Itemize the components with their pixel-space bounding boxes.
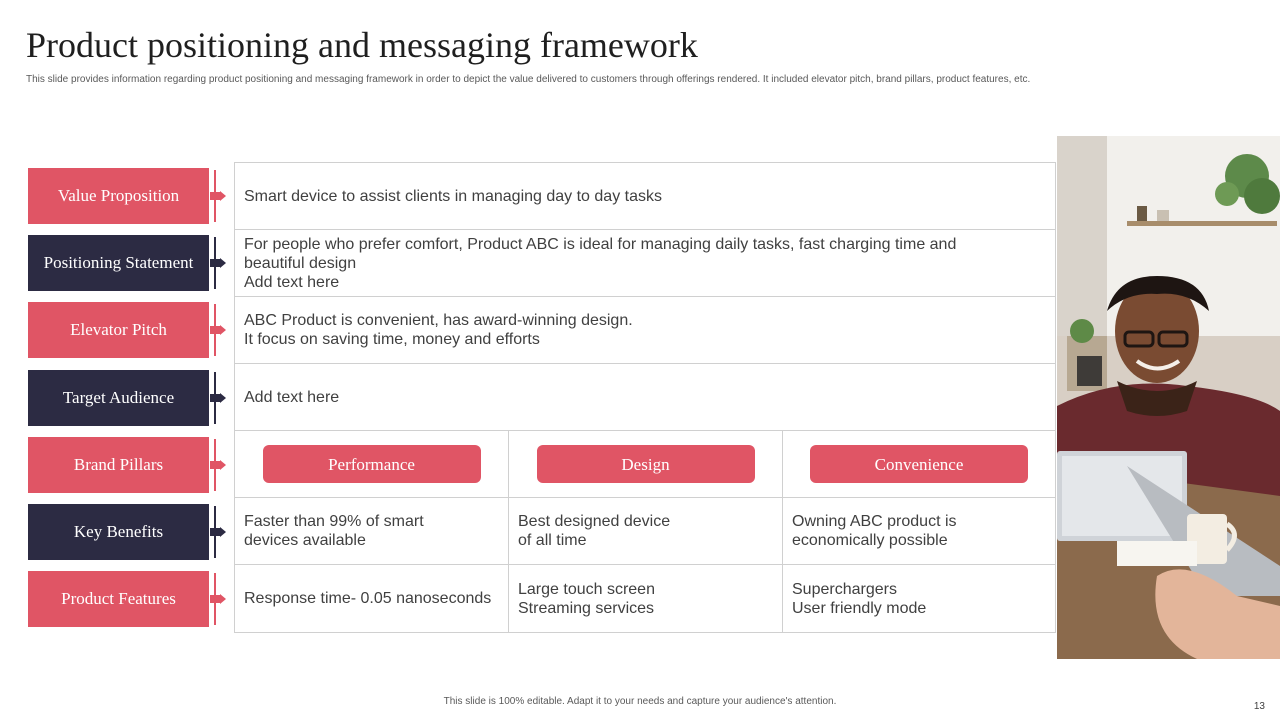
- man-with-laptop-photo: [1057, 136, 1280, 659]
- positioning-statement-text: For people who prefer comfort, Product ABC is ideal for managing daily tasks, fast charging time and beautiful design Add text here: [244, 235, 957, 291]
- label-target-audience: Target Audience: [28, 370, 209, 426]
- table-row: [235, 431, 1055, 498]
- connector-arrow-icon: [209, 437, 233, 493]
- table-row: [235, 297, 1055, 364]
- table-row: [235, 565, 1055, 632]
- framework-table: [234, 162, 1056, 633]
- label-key-benefits: Key Benefits: [28, 504, 209, 560]
- target-audience-text: Add text here: [244, 388, 340, 406]
- connector-arrow-icon: [209, 571, 233, 627]
- pillar-convenience: Convenience: [810, 445, 1028, 483]
- connector-arrow-icon: [209, 302, 233, 358]
- connector-arrow-icon: [209, 370, 233, 426]
- label-positioning-statement: Positioning Statement: [28, 235, 209, 291]
- page-number: 13: [1253, 701, 1265, 712]
- product-feature-text: Large touch screen Streaming services: [508, 565, 782, 632]
- connector-arrow-icon: [209, 235, 233, 291]
- table-row: [235, 230, 1055, 297]
- table-row: [235, 163, 1055, 230]
- key-benefit-text: Owning ABC product is economically possible: [782, 498, 1055, 564]
- value-proposition-text: Smart device to assist clients in managing day to day tasks: [244, 187, 662, 205]
- elevator-pitch-text: ABC Product is convenient, has award-winning design. It focus on saving time, money and efforts: [244, 312, 633, 348]
- product-feature-text: Response time- 0.05 nanoseconds: [244, 590, 492, 607]
- product-feature-text: Superchargers User friendly mode: [782, 565, 1055, 632]
- brand-pillar-cell: [508, 431, 782, 497]
- label-elevator-pitch: Elevator Pitch: [28, 302, 209, 358]
- connector-arrow-icon: [209, 504, 233, 560]
- label-value-proposition: Value Proposition: [28, 168, 209, 224]
- table-row: [235, 498, 1055, 565]
- key-benefit-text: Best designed device of all time: [508, 498, 782, 564]
- slide-footer: This slide is 100% editable. Adapt it to your needs and capture your audience's attention.: [443, 696, 837, 707]
- slide-title: Product positioning and messaging framework: [26, 25, 698, 65]
- pillar-design: Design: [537, 445, 755, 483]
- brand-pillar-cell: [235, 431, 508, 497]
- label-product-features: Product Features: [28, 571, 209, 627]
- label-brand-pillars: Brand Pillars: [28, 437, 209, 493]
- connector-arrow-icon: [209, 168, 233, 224]
- table-row: [235, 364, 1055, 431]
- pillar-performance: Performance: [263, 445, 481, 483]
- brand-pillar-cell: [782, 431, 1055, 497]
- key-benefit-text: Faster than 99% of smart devices available: [244, 513, 424, 549]
- slide-subtitle: This slide provides information regarding product positioning and messaging framework in order to depict the value delivered to customers through offerings rendered. It included elevator pitch, brand pillars, product features, etc.: [26, 74, 1031, 85]
